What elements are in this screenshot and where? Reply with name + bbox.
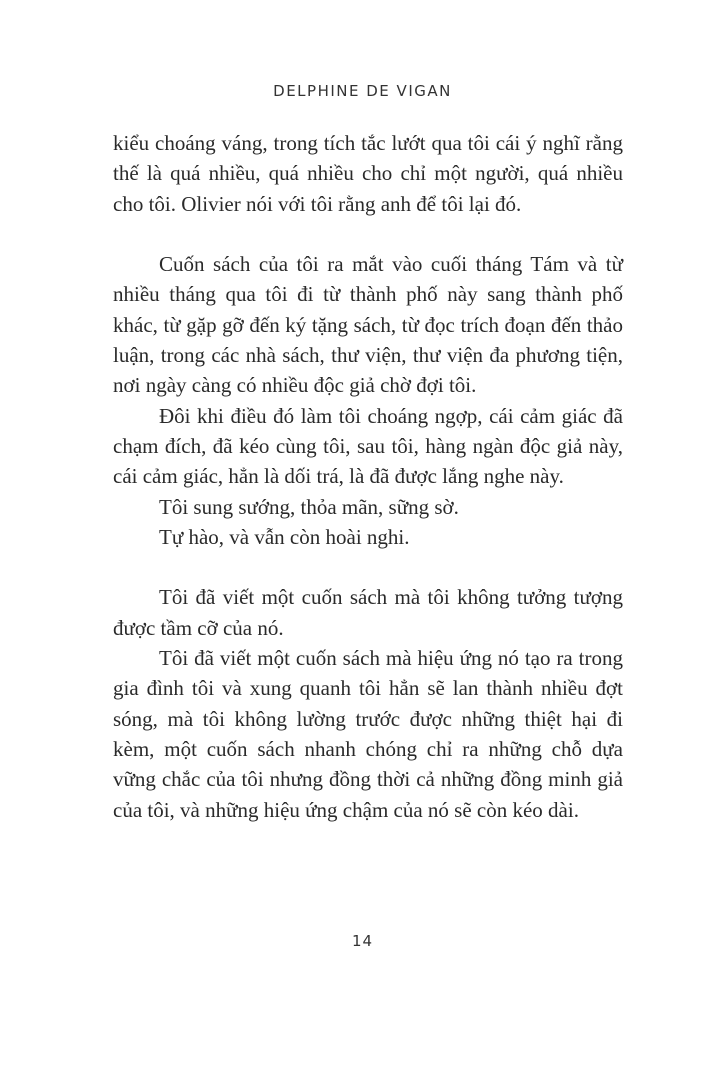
paragraph-break — [113, 219, 623, 249]
paragraph: Tự hào, và vẫn còn hoài nghi. — [159, 524, 410, 549]
paragraph: Đôi khi điều đó làm tôi choáng ngợp, cái cảm giác đã chạm đích, đã kéo cùng tôi, sau tôi, hàng ngàn độc giả này, cái cảm giác, hẳn là dối trá, là đã được lắng nghe này. — [113, 403, 623, 489]
paragraph: Tôi đã viết một cuốn sách mà hiệu ứng nó tạo ra trong gia đình tôi và xung quanh tôi hẳn sẽ lan thành nhiều đợt sóng, mà tôi không lường trước được những thiệt hại đi kèm, một cuốn sách nhanh chóng chỉ ra những chỗ dựa vững chắc của tôi nhưng đồng thời cả những đồng minh giả của tôi, và những hiệu ứng chậm của nó sẽ còn kéo dài. — [113, 646, 623, 822]
page-number: 14 — [351, 932, 374, 950]
paragraph: kiểu choáng váng, trong tích tắc lướt qua tôi cái ý nghĩ rằng thế là quá nhiều, quá nhiều cho chỉ một người, quá nhiều cho tôi. Olivier nói với tôi rằng anh để tôi lại đó. — [113, 131, 623, 216]
paragraph: Cuốn sách của tôi ra mắt vào cuối tháng Tám và từ nhiều tháng qua tôi đi từ thành phố này sang thành phố khác, từ gặp gỡ đến ký tặng sách, từ đọc trích đoạn đến thảo luận, trong các nhà sách, thư viện, thư viện đa phương tiện, nơi ngày càng có nhiều độc giả chờ đợi tôi. — [113, 252, 623, 398]
body-text — [113, 128, 623, 825]
paragraph: Tôi sung sướng, thỏa mãn, sững sờ. — [159, 494, 459, 519]
paragraph: Tôi đã viết một cuốn sách mà tôi không tưởng tượng được tầm cỡ của nó. — [113, 585, 623, 640]
running-header: DELPHINE DE VIGAN — [273, 82, 452, 100]
paragraph-break — [113, 552, 623, 582]
